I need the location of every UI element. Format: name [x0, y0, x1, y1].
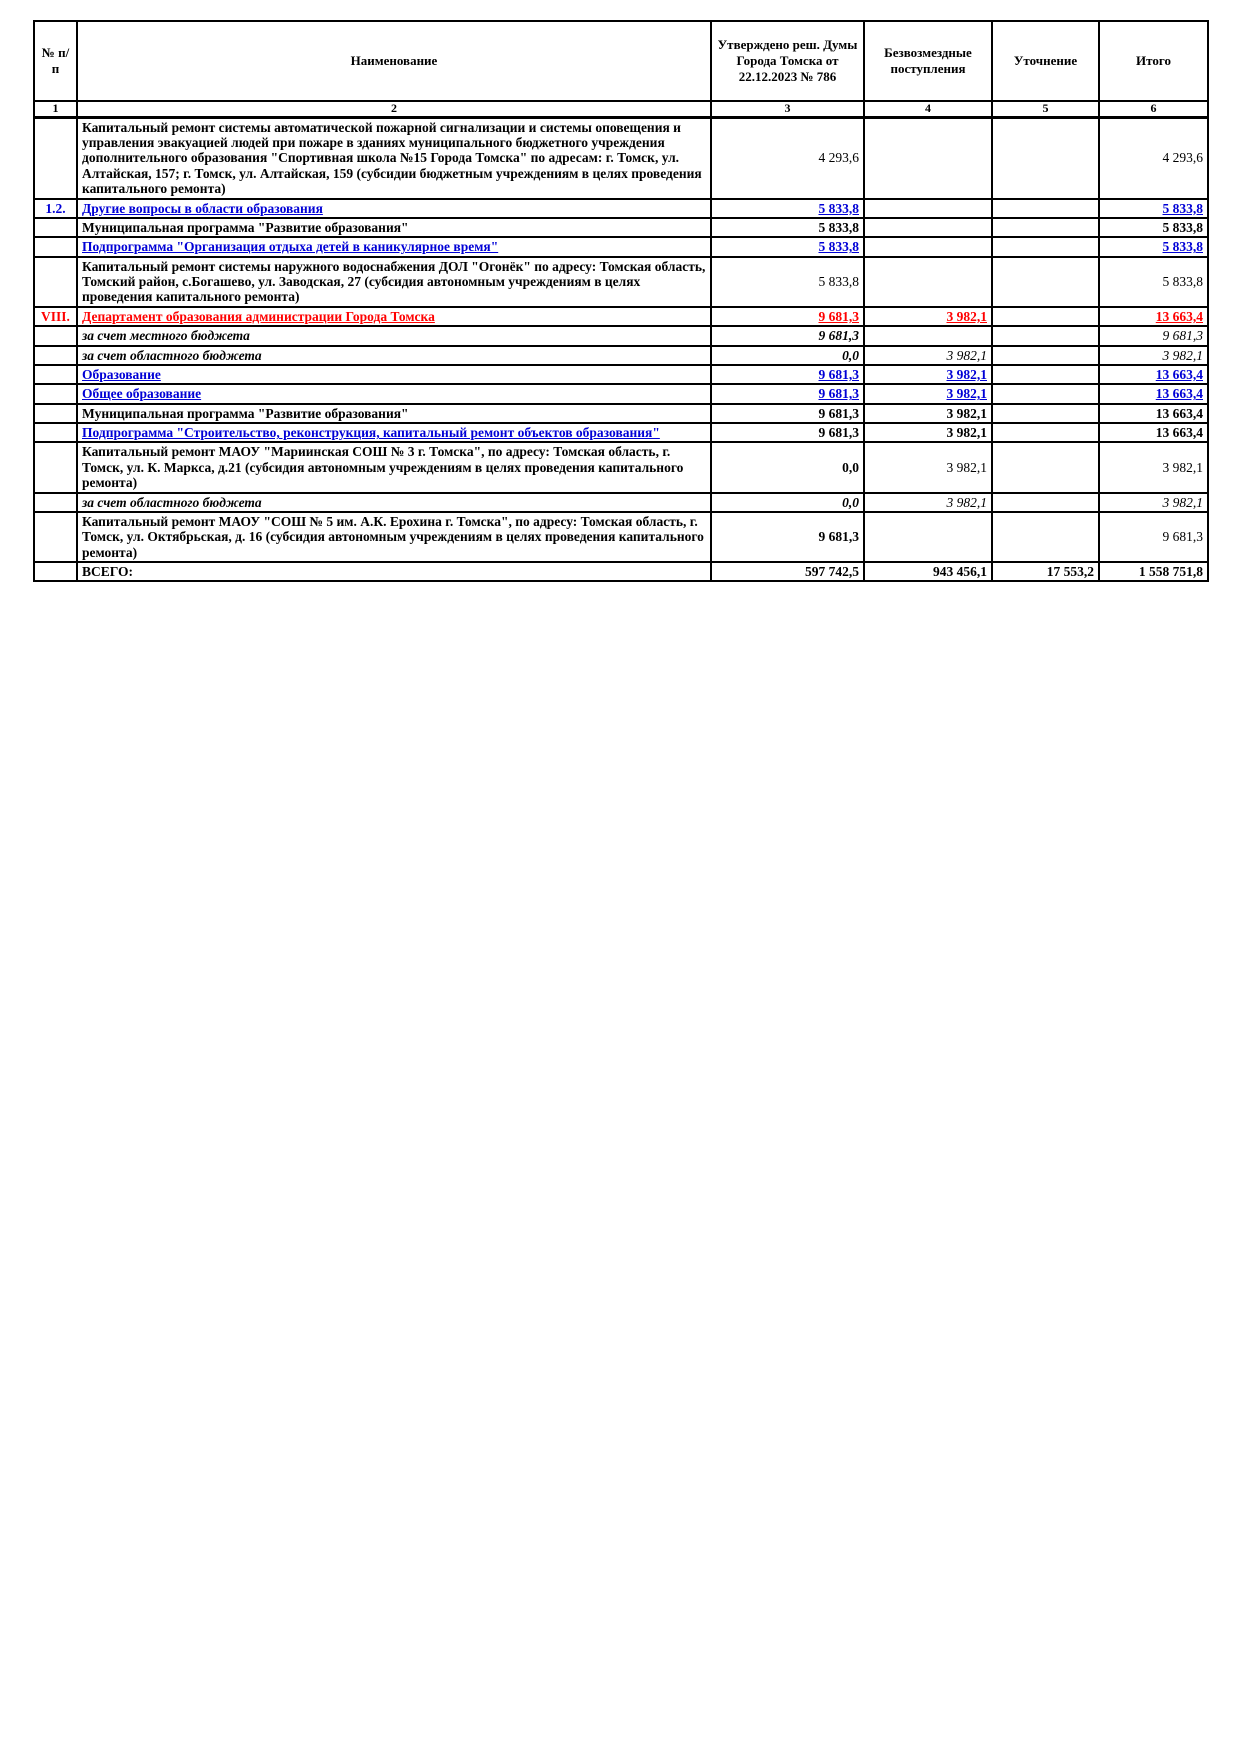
cell-gratuitous: 3 982,1 [864, 384, 992, 403]
cell-name: Муниципальная программа "Развитие образования" [77, 404, 711, 423]
column-number: 4 [864, 101, 992, 117]
cell-num [34, 404, 77, 423]
cell-num [34, 237, 77, 256]
cell-num [34, 512, 77, 562]
cell-approved: 5 833,8 [711, 237, 864, 256]
table-row [34, 423, 1208, 442]
cell-num [34, 326, 77, 345]
cell-clarification [992, 237, 1099, 256]
cell-name: Капитальный ремонт МАОУ "СОШ № 5 им. А.К. Ерохина г. Томска", по адресу: Томская область, г. Томск, ул. Октябрьская, д. 16 (субсидия автономным учреждениям в целях проведения капитального ремонта) [77, 512, 711, 562]
cell-gratuitous: 3 982,1 [864, 423, 992, 442]
cell-approved: 0,0 [711, 493, 864, 512]
column-header-name: Наименование [77, 21, 711, 101]
column-number: 6 [1099, 101, 1208, 117]
column-number: 5 [992, 101, 1099, 117]
column-header-approved: Утверждено реш. Думы Города Томска от 22.12.2023 № 786 [711, 21, 864, 101]
cell-approved: 4 293,6 [711, 117, 864, 198]
cell-gratuitous: 3 982,1 [864, 365, 992, 384]
cell-total: 9 681,3 [1099, 512, 1208, 562]
cell-gratuitous [864, 218, 992, 237]
cell-gratuitous [864, 117, 992, 198]
cell-gratuitous [864, 237, 992, 256]
cell-approved: 9 681,3 [711, 423, 864, 442]
cell-approved: 0,0 [711, 442, 864, 492]
column-number: 2 [77, 101, 711, 117]
cell-clarification [992, 442, 1099, 492]
cell-total: 5 833,8 [1099, 237, 1208, 256]
cell-num: 1.2. [34, 199, 77, 218]
table-row [34, 237, 1208, 256]
header-row [34, 21, 1208, 101]
cell-approved: 9 681,3 [711, 404, 864, 423]
cell-name: Муниципальная программа "Развитие образования" [77, 218, 711, 237]
column-number: 3 [711, 101, 864, 117]
cell-total: 13 663,4 [1099, 384, 1208, 403]
cell-approved: 0,0 [711, 346, 864, 365]
cell-name: Подпрограмма "Организация отдыха детей в каникулярное время" [77, 237, 711, 256]
table-row [34, 365, 1208, 384]
cell-num [34, 117, 77, 198]
table-row [34, 199, 1208, 218]
cell-clarification [992, 257, 1099, 307]
cell-approved: 597 742,5 [711, 562, 864, 581]
cell-clarification [992, 218, 1099, 237]
cell-total: 13 663,4 [1099, 404, 1208, 423]
cell-gratuitous [864, 257, 992, 307]
table-row [34, 442, 1208, 492]
table-row [34, 346, 1208, 365]
cell-approved: 9 681,3 [711, 307, 864, 326]
cell-clarification [992, 493, 1099, 512]
cell-gratuitous: 3 982,1 [864, 493, 992, 512]
cell-name: Капитальный ремонт МАОУ "Мариинская СОШ № 3 г. Томска", по адресу: Томская область, г. Томск, ул. К. Маркса, д.21 (субсидия автономным учреждениям в целях проведения капитального ремонта) [77, 442, 711, 492]
cell-clarification [992, 199, 1099, 218]
table-row [34, 562, 1208, 581]
cell-name: за счет областного бюджета [77, 346, 711, 365]
column-number-row [34, 101, 1208, 117]
table-row [34, 512, 1208, 562]
table-row [34, 117, 1208, 198]
cell-total: 13 663,4 [1099, 423, 1208, 442]
cell-clarification [992, 326, 1099, 345]
cell-total: 13 663,4 [1099, 365, 1208, 384]
table-row [34, 257, 1208, 307]
table-row [34, 307, 1208, 326]
cell-num [34, 257, 77, 307]
cell-name: Департамент образования администрации Города Томска [77, 307, 711, 326]
cell-total: 5 833,8 [1099, 218, 1208, 237]
cell-name: Общее образование [77, 384, 711, 403]
cell-total: 9 681,3 [1099, 326, 1208, 345]
cell-num [34, 365, 77, 384]
cell-clarification [992, 404, 1099, 423]
cell-approved: 9 681,3 [711, 326, 864, 345]
column-header-clarification: Уточнение [992, 21, 1099, 101]
cell-total: 1 558 751,8 [1099, 562, 1208, 581]
cell-clarification: 17 553,2 [992, 562, 1099, 581]
cell-approved: 5 833,8 [711, 257, 864, 307]
cell-num [34, 384, 77, 403]
cell-name: Капитальный ремонт системы автоматической пожарной сигнализации и системы оповещения и управления эвакуацией людей при пожаре в зданиях муниципального бюджетного учреждения дополнительного образования "Спортивная школа №15 Города Томска" по адресам: г. Томск, ул. Алтайская, 157; г. Томск, ул. Алтайская, 159 (субсидии бюджетным учреждениям в целях проведения капитального ремонта) [77, 117, 711, 198]
cell-gratuitous: 3 982,1 [864, 346, 992, 365]
cell-clarification [992, 365, 1099, 384]
table-body [34, 117, 1208, 581]
cell-gratuitous: 3 982,1 [864, 307, 992, 326]
cell-clarification [992, 384, 1099, 403]
cell-num [34, 562, 77, 581]
budget-table [33, 20, 1209, 582]
table-row [34, 404, 1208, 423]
cell-name: Подпрограмма "Строительство, реконструкция, капитальный ремонт объектов образования" [77, 423, 711, 442]
table-row [34, 384, 1208, 403]
cell-num [34, 493, 77, 512]
cell-total: 5 833,8 [1099, 257, 1208, 307]
cell-gratuitous: 943 456,1 [864, 562, 992, 581]
cell-total: 4 293,6 [1099, 117, 1208, 198]
cell-clarification [992, 307, 1099, 326]
cell-num [34, 346, 77, 365]
cell-total: 13 663,4 [1099, 307, 1208, 326]
column-header-gratuitous: Безвозмездные поступления [864, 21, 992, 101]
cell-gratuitous [864, 326, 992, 345]
table-row [34, 218, 1208, 237]
column-header-num: № п/п [34, 21, 77, 101]
cell-total: 3 982,1 [1099, 346, 1208, 365]
cell-name: Другие вопросы в области образования [77, 199, 711, 218]
cell-approved: 9 681,3 [711, 384, 864, 403]
cell-gratuitous [864, 512, 992, 562]
cell-name: Капитальный ремонт системы наружного водоснабжения ДОЛ "Огонёк" по адресу: Томская область, Томский район, с.Богашево, ул. Заводская, 27 (субсидия автономным учреждениям в целях проведения капитального ремонта) [77, 257, 711, 307]
cell-total: 3 982,1 [1099, 442, 1208, 492]
cell-num [34, 442, 77, 492]
cell-total: 5 833,8 [1099, 199, 1208, 218]
cell-clarification [992, 346, 1099, 365]
cell-gratuitous: 3 982,1 [864, 442, 992, 492]
table-header [34, 21, 1208, 117]
cell-num [34, 423, 77, 442]
cell-name: ВСЕГО: [77, 562, 711, 581]
cell-num: VIII. [34, 307, 77, 326]
cell-total: 3 982,1 [1099, 493, 1208, 512]
cell-approved: 9 681,3 [711, 365, 864, 384]
cell-gratuitous: 3 982,1 [864, 404, 992, 423]
column-header-total: Итого [1099, 21, 1208, 101]
column-number: 1 [34, 101, 77, 117]
cell-approved: 5 833,8 [711, 199, 864, 218]
cell-gratuitous [864, 199, 992, 218]
table-row [34, 326, 1208, 345]
table-row [34, 493, 1208, 512]
cell-name: за счет областного бюджета [77, 493, 711, 512]
cell-approved: 9 681,3 [711, 512, 864, 562]
cell-clarification [992, 117, 1099, 198]
cell-clarification [992, 423, 1099, 442]
cell-name: Образование [77, 365, 711, 384]
cell-num [34, 218, 77, 237]
cell-name: за счет местного бюджета [77, 326, 711, 345]
cell-clarification [992, 512, 1099, 562]
cell-approved: 5 833,8 [711, 218, 864, 237]
